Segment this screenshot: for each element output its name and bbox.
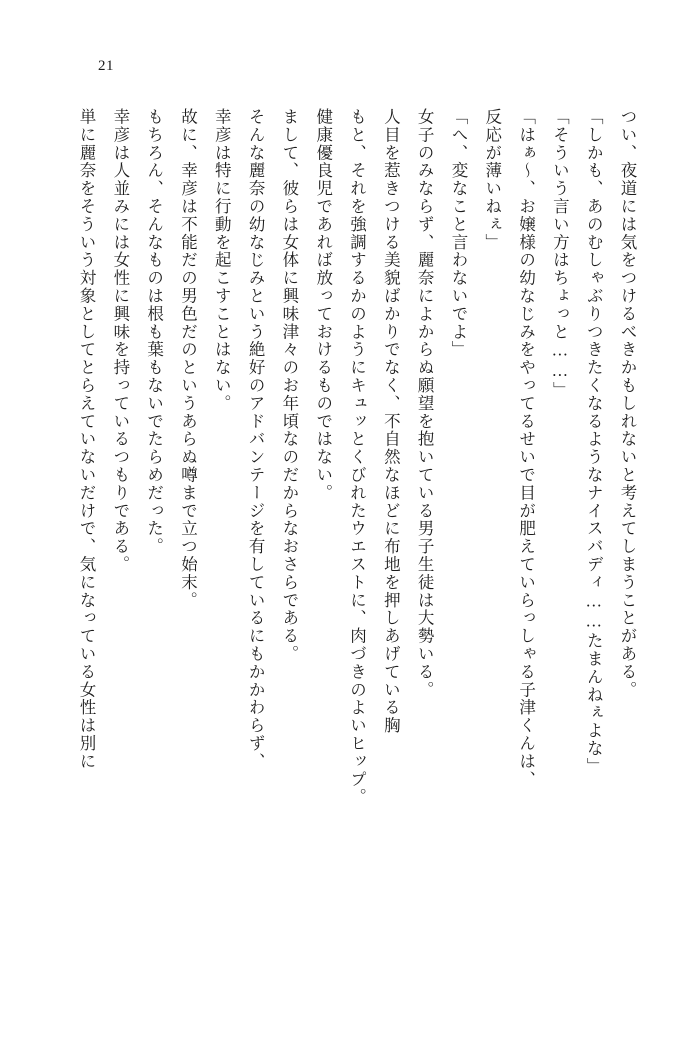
text-line: もと、それを強調するかのようにキュッとくびれたウエストに、肉づきのよいヒップ。 (347, 108, 367, 807)
text-line: もちろん、そんなものは根も葉もないでたらめだった。 (144, 108, 164, 556)
text-line: 「へ、変なこと言わないでよ」 (448, 108, 468, 359)
text-line: つい、夜道には気をつけるべきかもしれないと考えてしまうことがある。 (618, 108, 637, 699)
text-line: 反応が薄いねぇ」 (482, 108, 502, 252)
text-line: 幸彦は特に行動を起こすことはない。 (212, 108, 232, 413)
text-line: 「そういう言い方はちょっと……」 (550, 108, 570, 400)
body-text (58, 108, 644, 988)
text-line: まして、彼らは女体に興味津々のお年頃なのだからなおさらである。 (279, 108, 299, 663)
text-line: そんな麗奈の幼なじみという絶好のアドバンテージを有しているにもかかわらず、 (246, 108, 266, 771)
text-line: 人目を惹きつける美貌ばかりでなく、不自然なほどに布地を押しあげている胸 (381, 108, 401, 735)
text-line: 「はぁ～、お嬢様の幼なじみをやってるせいで目が肥えていらっしゃる子津くんは、 (516, 108, 536, 789)
page-number: 21 (98, 58, 114, 74)
text-line: 幸彦は人並みには女性に興味を持っているつもりである。 (110, 108, 130, 574)
text-line: 故に、幸彦は不能だの男色だのというあらぬ噂まで立つ始末。 (178, 108, 198, 610)
text-line: 「しかも、あのむしゃぶりつきたくなるようなナイスバディ……たまんねぇよな」 (584, 108, 604, 776)
text-line: 単に麗奈をそういう対象としてとらえていないだけで、気になっている女性は別に (77, 108, 96, 771)
text-line: 女子のみならず、麗奈によからぬ願望を抱いている男子生徒は大勢いる。 (415, 108, 435, 699)
text-line: 健康優良児であれば放っておけるものではない。 (313, 108, 333, 502)
